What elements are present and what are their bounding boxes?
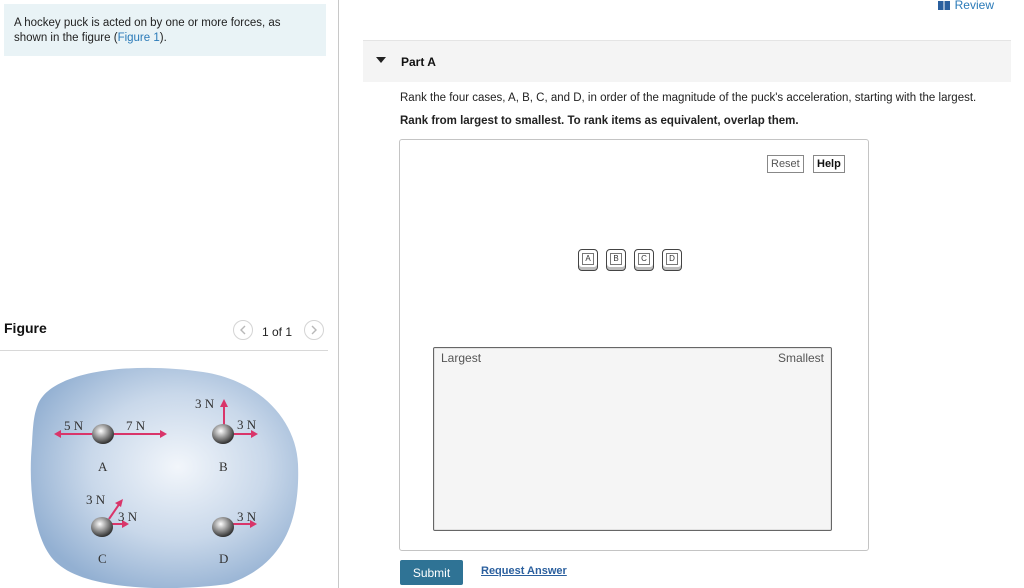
intro-suffix: ).: [159, 32, 167, 44]
caret-down-icon[interactable]: [376, 57, 386, 63]
smallest-label: Smallest: [777, 351, 824, 365]
ice-surface: [31, 368, 298, 588]
problem-intro: [4, 4, 326, 56]
rank-tiles: [578, 249, 682, 271]
case-label: A: [98, 459, 108, 474]
rank-tile-d[interactable]: [662, 249, 682, 271]
figure-title: Figure: [4, 320, 47, 336]
reset-button[interactable]: Reset: [767, 155, 804, 173]
case-label: C: [98, 551, 107, 566]
left-column: [0, 0, 338, 588]
rank-tile-a[interactable]: [578, 249, 598, 271]
force-label: 3 N: [195, 396, 215, 411]
submit-button[interactable]: Submit: [400, 560, 463, 585]
force-label: 7 N: [126, 418, 146, 433]
chevron-right-icon: [310, 325, 318, 335]
chevron-left-icon: [239, 325, 247, 335]
figure-link[interactable]: Figure 1: [117, 32, 160, 44]
force-label: 5 N: [64, 418, 84, 433]
request-answer-link[interactable]: Request Answer: [481, 565, 567, 577]
figure-header: [0, 318, 328, 351]
part-header[interactable]: [363, 40, 1011, 82]
question-text: Rank the four cases, A, B, C, and D, in order of the magnitude of the puck's acceleration, starting with the largest.: [400, 92, 977, 104]
case-label: D: [219, 551, 229, 566]
column-divider: [338, 0, 339, 588]
largest-label: Largest: [441, 351, 482, 365]
tile-label: B: [610, 253, 622, 265]
tile-label: D: [666, 253, 678, 265]
ranking-widget: [399, 139, 869, 551]
tile-label: A: [582, 253, 594, 265]
part-title: Part A: [401, 55, 436, 69]
force-label: 3 N: [118, 509, 138, 524]
ranking-instruction: Rank from largest to smallest. To rank items as equivalent, overlap them.: [400, 115, 799, 127]
force-label: 3 N: [237, 417, 257, 432]
rank-tile-c[interactable]: [634, 249, 654, 271]
review-link[interactable]: [938, 0, 994, 12]
book-icon: [938, 1, 950, 10]
next-figure-button[interactable]: [304, 320, 324, 340]
tile-label: C: [638, 253, 650, 265]
help-button[interactable]: Help: [813, 155, 845, 173]
ranking-drop-zone[interactable]: [433, 347, 832, 531]
review-label: Review: [954, 0, 994, 12]
hockey-puck-figure: [28, 364, 300, 588]
rank-tile-b[interactable]: [606, 249, 626, 271]
force-label: 3 N: [237, 509, 257, 524]
intro-text: A hockey puck is acted on by one or more forces, as shown in the figure (: [14, 17, 281, 44]
force-label: 3 N: [86, 492, 106, 507]
previous-figure-button[interactable]: [233, 320, 253, 340]
figure-pager: 1 of 1: [262, 325, 293, 339]
case-label: B: [219, 459, 228, 474]
